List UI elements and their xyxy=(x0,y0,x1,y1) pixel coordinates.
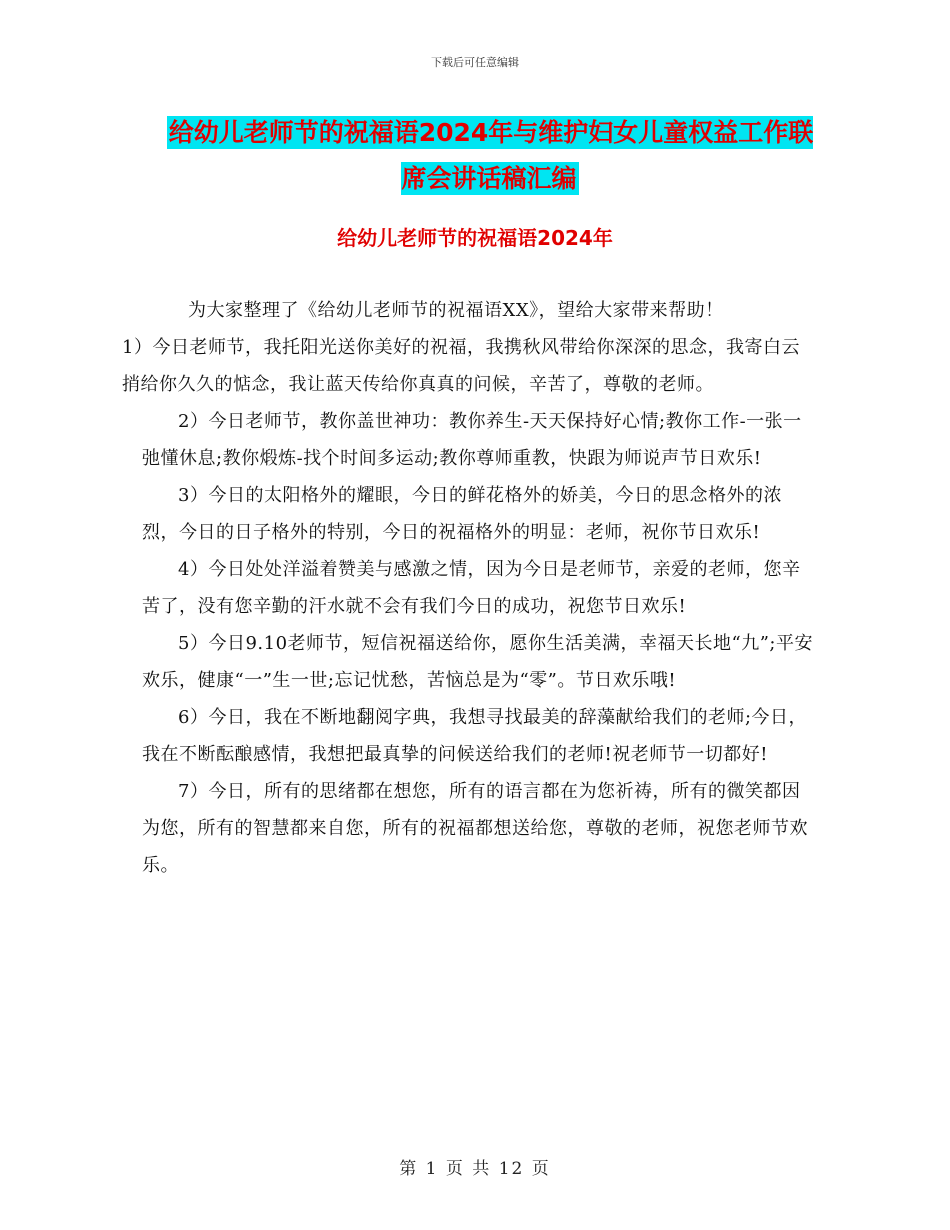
document-body xyxy=(122,292,814,884)
paragraph-5: 5）今日9.10老师节，短信祝福送给你，愿你生活美满，幸福天长地“九”;平安欢乐，健康“一”生一世;忘记忧愁，苦恼总是为“零”。节日欢乐哦! xyxy=(142,633,813,691)
paragraph-4: 4）今日处处洋溢着赞美与感激之情，因为今日是老师节，亲爱的老师，您辛苦了，没有您辛勤的汗水就不会有我们今日的成功，祝您节日欢乐! xyxy=(142,559,801,617)
document-title xyxy=(160,110,820,202)
paragraph-7: 7）今日，所有的思绪都在想您，所有的语言都在为您祈祷，所有的微笑都因为您，所有的智慧都来自您，所有的祝福都想送给您，尊敬的老师，祝您老师节欢乐。 xyxy=(142,781,808,876)
paragraph-1: 1）今日老师节，我托阳光送你美好的祝福，我携秋风带给你深深的思念，我寄白云捎给你久久的惦念，我让蓝天传给你真真的问候，辛苦了，尊敬的老师。 xyxy=(122,337,800,395)
paragraph-6: 6）今日，我在不断地翻阅字典，我想寻找最美的辞藻献给我们的老师;今日，我在不断酝酿感情，我想把最真挚的问候送给我们的老师!祝老师节一切都好! xyxy=(142,707,808,765)
page-footer: 第 1 页 共 12 页 xyxy=(399,1159,551,1179)
section-title: 给幼儿老师节的祝福语2024年 xyxy=(337,226,613,250)
header-note: 下载后可任意编辑 xyxy=(431,56,519,69)
paragraph-3: 3）今日的太阳格外的耀眼，今日的鲜花格外的娇美，今日的思念格外的浓烈，今日的日子格外的特别，今日的祝福格外的明显：老师，祝你节日欢乐! xyxy=(142,485,782,543)
intro-paragraph: 为大家整理了《给幼儿老师节的祝福语XX》，望给大家带来帮助！ xyxy=(188,300,724,321)
paragraph-2: 2）今日老师节，教你盖世神功：教你养生-天天保持好心情;教你工作-一张一弛懂休息;教你煅炼-找个时间多运动;教你尊师重教，快跟为师说声节日欢乐! xyxy=(142,411,802,469)
document-title-text: 给幼儿老师节的祝福语2024年与维护妇女儿童权益工作联席会讲话稿汇编 xyxy=(168,118,814,193)
